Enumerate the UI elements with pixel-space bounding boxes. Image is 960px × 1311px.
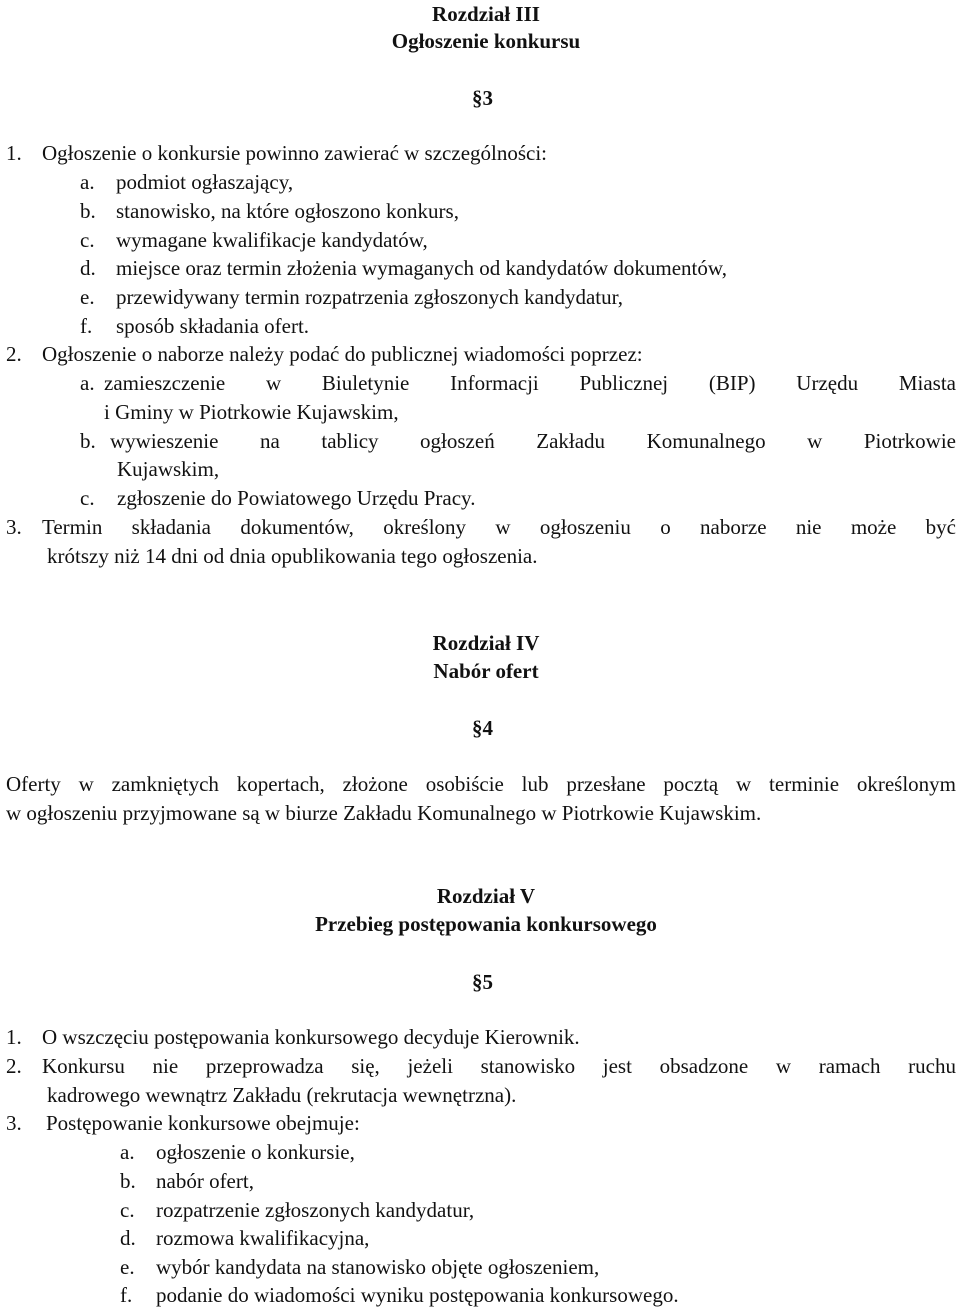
list-item xyxy=(80,312,309,341)
list-item xyxy=(120,1224,369,1253)
chapter-heading: Rozdział III xyxy=(432,2,540,26)
section-number: §5 xyxy=(472,970,493,994)
item-letter: f. xyxy=(120,1283,133,1307)
paragraph-text: O wszczęciu postępowania konkursowego decyduje Kierownik. xyxy=(42,1025,580,1049)
item-letter: d. xyxy=(120,1226,136,1250)
list-item xyxy=(80,197,459,226)
item-letter: b. xyxy=(80,429,96,453)
list-item xyxy=(120,1281,679,1310)
item-text: przewidywany termin rozpatrzenia zgłoszonych kandydatur, xyxy=(116,285,624,309)
section-number: §3 xyxy=(472,86,493,110)
paragraph-text-line: Konkursu nie przeprowadza się, jeżeli stanowisko jest obsadzone w ramach ruchu xyxy=(42,1054,956,1078)
paragraph-number: 2. xyxy=(6,342,22,366)
item-text: wymagane kwalifikacje kandydatów, xyxy=(116,228,428,252)
chapter-heading: Rozdział V xyxy=(436,884,536,908)
item-text: miejsce oraz termin złożenia wymaganych od kandydatów dokumentów, xyxy=(116,256,727,280)
item-text: rozmowa kwalifikacyjna, xyxy=(156,1226,370,1250)
paragraph-1 xyxy=(6,139,547,168)
item-text: ogłoszenie o konkursie, xyxy=(156,1140,355,1164)
item-letter: a. xyxy=(80,170,95,194)
paragraph-1 xyxy=(6,1023,580,1052)
item-letter: b. xyxy=(120,1169,136,1193)
list-item xyxy=(120,1138,355,1167)
list-item xyxy=(120,1253,599,1282)
paragraph-text: Postępowanie konkursowe obejmuje: xyxy=(46,1111,360,1135)
item-text: podanie do wiadomości wyniku postępowania konkursowego. xyxy=(156,1283,679,1307)
item-text: sposób składania ofert. xyxy=(116,314,310,338)
item-text: rozpatrzenie zgłoszonych kandydatur, xyxy=(156,1198,475,1222)
list-item xyxy=(80,168,293,197)
paragraph-text: Ogłoszenie o naborze należy podać do publicznej wiadomości poprzez: xyxy=(42,342,643,366)
list-item xyxy=(80,254,727,283)
item-text: nabór ofert, xyxy=(156,1169,254,1193)
item-text-line: Kujawskim, xyxy=(117,457,220,481)
paragraph-text-line: Oferty w zamkniętych kopertach, złożone osobiście lub przesłane pocztą w terminie określonym xyxy=(6,772,956,796)
item-letter: c. xyxy=(120,1198,135,1222)
list-item xyxy=(80,484,475,513)
list-item xyxy=(80,226,428,255)
section-number: §4 xyxy=(472,716,493,740)
paragraph-text-line: Termin składania dokumentów, określony w ogłoszeniu o naborze nie może być xyxy=(42,515,956,539)
chapter-heading: Rozdział IV xyxy=(432,631,540,655)
chapter-title: Przebieg postępowania konkursowego xyxy=(315,912,657,936)
item-text: zgłoszenie do Powiatowego Urzędu Pracy. xyxy=(117,486,476,510)
list-item xyxy=(80,283,623,312)
paragraph-number: 3. xyxy=(6,1111,22,1135)
item-text: podmiot ogłaszający, xyxy=(116,170,294,194)
paragraph-text-line: kadrowego wewnątrz Zakładu (rekrutacja wewnętrzna). xyxy=(47,1083,517,1107)
paragraph-number: 1. xyxy=(6,141,22,165)
chapter-title: Nabór ofert xyxy=(433,659,539,683)
item-letter: f. xyxy=(80,314,93,338)
item-text-line: zamieszczenie w Biuletynie Informacji Publicznej (BIP) Urzędu Miasta xyxy=(104,371,956,395)
item-text-line: wywieszenie na tablicy ogłoszeń Zakładu Komunalnego w Piotrkowie xyxy=(110,429,956,453)
item-letter: e. xyxy=(120,1255,135,1279)
item-letter: a. xyxy=(80,371,95,395)
item-letter: d. xyxy=(80,256,96,280)
item-text-line: i Gminy w Piotrkowie Kujawskim, xyxy=(104,400,399,424)
list-item xyxy=(120,1167,254,1196)
item-letter: c. xyxy=(80,228,95,252)
paragraph-3 xyxy=(6,1109,360,1138)
paragraph-text-line: w ogłoszeniu przyjmowane są w biurze Zakładu Komunalnego w Piotrkowie Kujawskim. xyxy=(6,801,762,825)
paragraph-text-line: krótszy niż 14 dni od dnia opublikowania tego ogłoszenia. xyxy=(47,544,538,568)
paragraph-number: 2. xyxy=(6,1054,22,1078)
paragraph-text: Ogłoszenie o konkursie powinno zawierać w szczególności: xyxy=(42,141,548,165)
item-text: stanowisko, na które ogłoszono konkurs, xyxy=(116,199,459,223)
list-item xyxy=(120,1196,474,1225)
paragraph-number: 3. xyxy=(6,515,22,539)
item-letter: e. xyxy=(80,285,95,309)
item-letter: c. xyxy=(80,486,95,510)
paragraph-number: 1. xyxy=(6,1025,22,1049)
item-letter: b. xyxy=(80,199,96,223)
paragraph-2 xyxy=(6,340,643,369)
item-text: wybór kandydata na stanowisko objęte ogłoszeniem, xyxy=(156,1255,600,1279)
item-letter: a. xyxy=(120,1140,135,1164)
chapter-title: Ogłoszenie konkursu xyxy=(391,29,581,53)
